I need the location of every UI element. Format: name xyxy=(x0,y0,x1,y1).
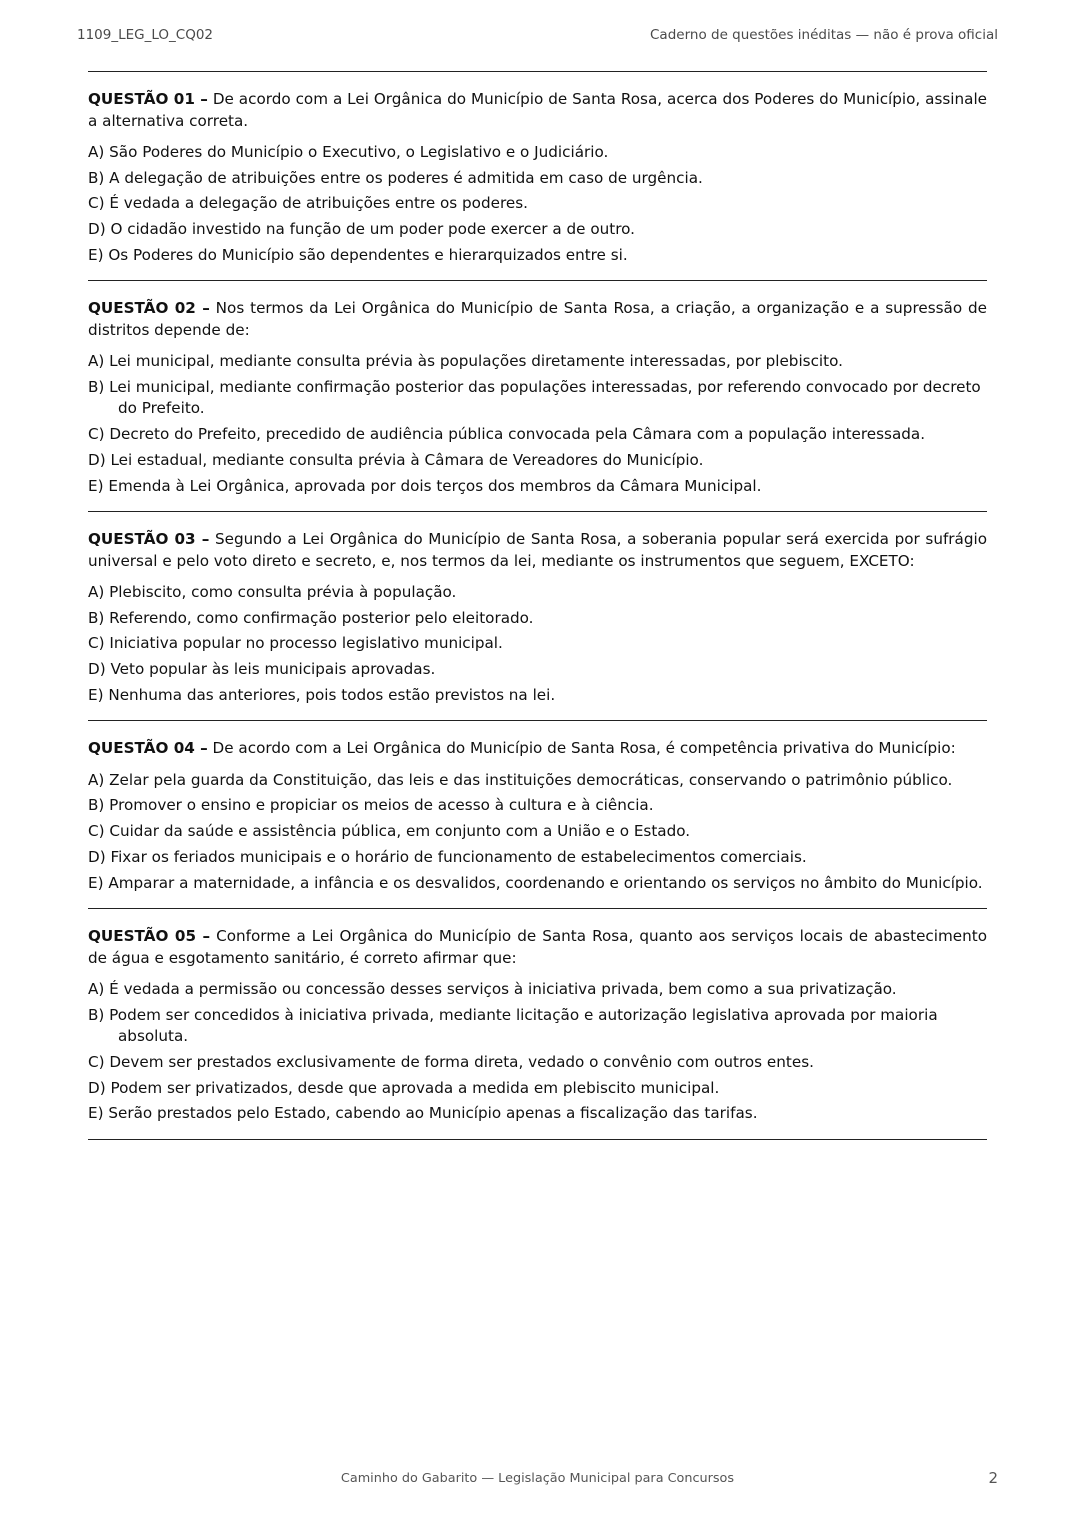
option-c: C) Iniciativa popular no processo legislativo municipal. xyxy=(88,634,503,653)
options-list xyxy=(88,979,987,1125)
question-stem xyxy=(88,298,987,341)
question-text: Conforme a Lei Orgânica do Município de Santa Rosa, quanto aos serviços locais de abastecimento de água e esgotamento sanitário, é correto afirmar que: xyxy=(88,927,987,967)
question-label: QUESTÃO 03 – xyxy=(88,530,210,548)
option-d: D) Lei estadual, mediante consulta prévia à Câmara de Vereadores do Município. xyxy=(88,450,704,469)
option-d: D) Fixar os feriados municipais e o horário de funcionamento de estabelecimentos comerciais. xyxy=(88,847,807,866)
header-note: Caderno de questões inéditas — não é prova oficial xyxy=(650,27,998,43)
option-b: B) Promover o ensino e propiciar os meios de acesso à cultura e à ciência. xyxy=(88,796,654,815)
option-b: B) A delegação de atribuições entre os poderes é admitida em caso de urgência. xyxy=(88,168,703,187)
option-a: A) É vedada a permissão ou concessão desses serviços à iniciativa privada, bem como a sua privatização. xyxy=(88,980,897,998)
option-c: C) Cuidar da saúde e assistência pública, em conjunto com a União e o Estado. xyxy=(88,822,691,841)
question-label: QUESTÃO 01 – xyxy=(88,90,208,108)
option-d: D) Podem ser privatizados, desde que aprovada a medida em plebiscito municipal. xyxy=(88,1078,720,1097)
question-label: QUESTÃO 05 – xyxy=(88,927,211,945)
question-04 xyxy=(88,721,987,908)
page-number: 2 xyxy=(988,1469,998,1487)
question-stem xyxy=(88,738,987,760)
divider xyxy=(88,1139,987,1140)
option-b: B) Lei municipal, mediante confirmação posterior das populações interessadas, por referendo convocado por decreto do Prefeito. xyxy=(88,377,981,418)
options-list xyxy=(88,770,987,894)
question-text: De acordo com a Lei Orgânica do Município de Santa Rosa, acerca dos Poderes do Município, assinale a alternativa correta. xyxy=(88,90,988,130)
question-label: QUESTÃO 02 – xyxy=(88,299,210,318)
option-c: C) Devem ser prestados exclusivamente de forma direta, vedado o convênio com outros entes. xyxy=(88,1052,814,1071)
question-text: Nos termos da Lei Orgânica do Município de Santa Rosa, a criação, a organização e a supressão de distritos depende de: xyxy=(88,299,987,339)
question-stem xyxy=(88,926,987,969)
option-e: E) Os Poderes do Município são dependentes e hierarquizados entre si. xyxy=(88,245,628,264)
question-stem xyxy=(88,89,987,132)
question-text: De acordo com a Lei Orgânica do Município de Santa Rosa, é competência privativa do Município: xyxy=(212,739,956,758)
question-02 xyxy=(88,281,987,511)
footer-title: Caminho do Gabarito — Legislação Municipal para Concursos xyxy=(340,1471,735,1486)
question-stem xyxy=(88,529,987,572)
question-03 xyxy=(88,512,987,720)
question-01 xyxy=(88,72,987,280)
option-e: E) Nenhuma das anteriores, pois todos estão previstos na lei. xyxy=(88,685,556,704)
header-document-code: 1109_LEG_LO_CQ02 xyxy=(77,27,214,43)
option-e: E) Amparar a maternidade, a infância e os desvalidos, coordenando e orientando os serviços no âmbito do Município. xyxy=(88,873,983,892)
option-e: E) Emenda à Lei Orgânica, aprovada por dois terços dos membros da Câmara Municipal. xyxy=(88,476,762,495)
option-c: C) É vedada a delegação de atribuições entre os poderes. xyxy=(88,194,528,213)
question-label: QUESTÃO 04 – xyxy=(88,739,208,758)
option-c: C) Decreto do Prefeito, precedido de audiência pública convocada pela Câmara com a população interessada. xyxy=(88,425,926,444)
option-e: E) Serão prestados pelo Estado, cabendo ao Município apenas a fiscalização das tarifas. xyxy=(88,1104,758,1123)
option-b: B) Podem ser concedidos à iniciativa privada, mediante licitação e autorização legislativa aprovada por maioria absoluta. xyxy=(88,1005,938,1046)
option-a: A) Zelar pela guarda da Constituição, das leis e das instituições democráticas, conservando o patrimônio público. xyxy=(88,770,953,789)
option-a: A) Lei municipal, mediante consulta prévia às populações diretamente interessadas, por plebiscito. xyxy=(88,352,843,371)
options-list xyxy=(88,582,987,706)
options-list xyxy=(88,351,987,497)
question-05 xyxy=(88,909,987,1139)
option-a: A) São Poderes do Município o Executivo, o Legislativo e o Judiciário. xyxy=(88,143,609,161)
option-d: D) O cidadão investido na função de um poder pode exercer a de outro. xyxy=(88,220,635,239)
option-a: A) Plebiscito, como consulta prévia à população. xyxy=(88,583,457,601)
question-list xyxy=(88,71,987,1140)
question-text: Segundo a Lei Orgânica do Município de Santa Rosa, a soberania popular será exercida por sufrágio universal e pelo voto direto e secreto, e, nos termos da lei, mediante os instrumentos que seguem, EXCETO: xyxy=(88,530,987,570)
options-list xyxy=(88,142,987,266)
option-b: B) Referendo, como confirmação posterior pelo eleitorado. xyxy=(88,608,534,627)
option-d: D) Veto popular às leis municipais aprovadas. xyxy=(88,660,436,679)
